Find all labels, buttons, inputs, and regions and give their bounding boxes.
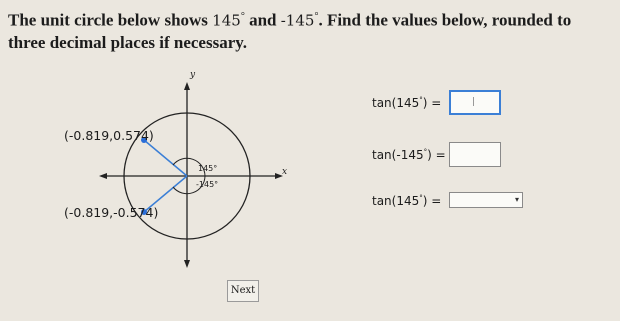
degree-symbol: ° xyxy=(423,148,428,156)
next-button[interactable]: Next xyxy=(227,280,259,302)
point-bottom-label: (-0.819,-0.574) xyxy=(64,205,159,220)
y-axis-label: y xyxy=(190,70,196,80)
answer-input-tan-145[interactable] xyxy=(449,90,501,115)
prompt-text-2: and xyxy=(244,10,281,30)
answer-select-tan-145[interactable] xyxy=(449,192,523,208)
radius-145 xyxy=(144,140,187,176)
angle-value: -145 xyxy=(396,148,424,162)
angle-neg145-label: -145° xyxy=(196,180,219,189)
prompt-angle-1: 145 xyxy=(212,11,241,30)
equation-tan-neg145 xyxy=(372,148,446,162)
prompt-angle-2: -145 xyxy=(280,11,315,30)
chevron-down-icon: ▾ xyxy=(514,195,519,204)
prompt-text-3: . Find the values below, rounded to three decimal places if necessary. xyxy=(8,10,572,52)
equals-label: ) = xyxy=(422,194,442,208)
equals-label: ) = xyxy=(422,96,442,110)
x-axis-arrow-left xyxy=(99,173,107,179)
func-label: tan( xyxy=(372,194,397,208)
angle-value: 145 xyxy=(396,194,420,208)
answer-input-tan-neg145[interactable] xyxy=(449,142,501,167)
angle-145-label: 145° xyxy=(198,164,218,173)
prompt-text-1: The unit circle below shows xyxy=(8,10,213,30)
degree-symbol: ° xyxy=(240,11,245,22)
func-label: tan( xyxy=(372,148,397,162)
text-cursor xyxy=(473,97,474,106)
point-top-label: (-0.819,0.574) xyxy=(64,128,154,143)
degree-symbol: ° xyxy=(419,96,423,104)
degree-symbol: ° xyxy=(419,194,423,202)
y-axis-arrow-down xyxy=(184,260,190,268)
equation-tan-145 xyxy=(372,96,441,110)
y-axis-arrow-up xyxy=(184,82,190,90)
x-axis-label: x xyxy=(282,167,288,177)
func-label: tan( xyxy=(372,96,397,110)
equation-tan-145-dropdown xyxy=(372,194,441,208)
degree-symbol: ° xyxy=(314,11,319,22)
angle-value: 145 xyxy=(396,96,420,110)
equals-label: ) = xyxy=(427,148,446,162)
